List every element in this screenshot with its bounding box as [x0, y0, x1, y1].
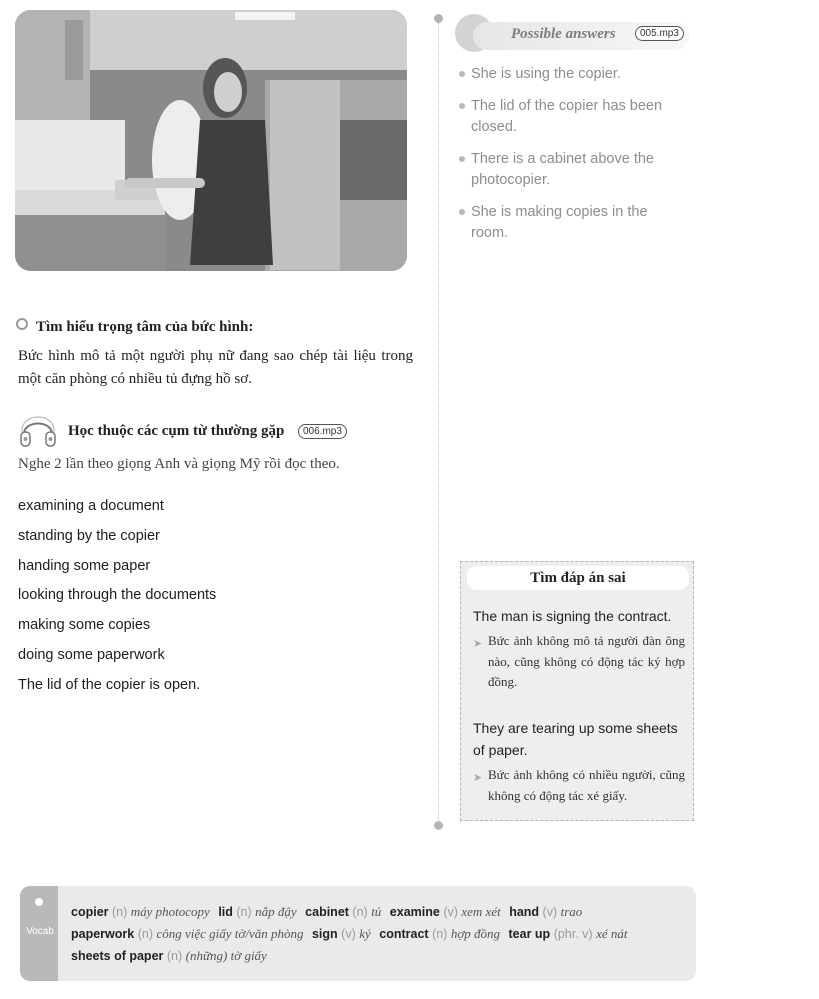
phrase-list [18, 492, 216, 701]
vocab-meaning: công việc giấy tờ/văn phòng [156, 926, 304, 941]
wrong-statement: They are tearing up some sheets of paper. [473, 720, 678, 758]
phrases-header [18, 410, 418, 450]
vocab-pos: (phr. v) [553, 927, 593, 941]
vocab-pos: (n) [137, 927, 153, 941]
vocab-word: sign [311, 927, 338, 941]
vocab-word: examine [389, 905, 440, 919]
vocab-meaning: hợp đồng [450, 926, 501, 941]
vocab-tab [20, 886, 58, 981]
vocab-word: contract [379, 927, 429, 941]
vocab-line [71, 923, 691, 945]
arrow-right-icon: ➤ [473, 638, 483, 650]
dot-icon [35, 898, 43, 906]
phrases-title: Học thuộc các cụm từ thường gặp [68, 423, 285, 439]
wrong-explanation [473, 631, 685, 693]
list-item: She is using the copier. [458, 64, 688, 85]
vocab-meaning: máy photocopy [130, 904, 210, 919]
vocab-meaning: nắp đậy [255, 904, 297, 919]
list-item: The lid of the copier is open. [18, 676, 201, 693]
audio-track-badge[interactable]: 005.mp3 [635, 26, 684, 41]
vocab-pos: (v) [443, 905, 458, 919]
vocab-pos: (n) [236, 905, 252, 919]
wrong-answers-title: Tìm đáp án sai [467, 566, 689, 590]
vocab-word: lid [218, 905, 233, 919]
photo-illustration [15, 10, 407, 271]
vocab-meaning: trao [560, 904, 583, 919]
divider-dot-top [434, 14, 443, 23]
vocab-pos: (v) [341, 927, 356, 941]
focus-description: Bức hình mô tả một người phụ nữ đang sao chép tài liệu trong một căn phòng có nhiều tủ đựng hồ sơ. [18, 348, 413, 387]
vocab-line [71, 945, 691, 967]
vocab-word: copier [71, 905, 109, 919]
vocab-box [20, 886, 696, 981]
focus-heading [16, 318, 253, 336]
vocab-meaning: (những) tờ giấy [185, 948, 267, 963]
vocab-meaning: xem xét [461, 904, 501, 919]
list-item: She is making copies in the room. [458, 202, 688, 244]
list-item: making some copies [18, 617, 151, 634]
office-photo [15, 10, 407, 271]
vocab-word: tear up [508, 927, 551, 941]
ring-bullet-icon [16, 318, 28, 330]
listening-instruction: Nghe 2 lần theo giọng Anh và giọng Mỹ rồi đọc theo. [18, 456, 340, 472]
vocab-meaning: tủ [371, 904, 382, 919]
vocab-meaning: ký [359, 926, 371, 941]
possible-answers-header [455, 14, 695, 54]
vocab-pos: (v) [542, 905, 558, 919]
possible-answers-list [458, 64, 688, 255]
wrong-statement: The man is signing the contract. [473, 608, 672, 624]
divider-dot-bottom [434, 821, 443, 830]
list-item: handing some paper [18, 557, 151, 574]
audio-track-badge[interactable]: 006.mp3 [298, 424, 347, 439]
explanation-text: Bức ảnh không mô tả người đàn ông nào, cũng không có động tác ký hợp đồng. [488, 633, 685, 689]
vocab-line [71, 901, 691, 923]
explanation-text: Bức ảnh không có nhiều người, cũng không có động tác xé giấy. [488, 767, 685, 803]
possible-answers-title: Possible answers [511, 26, 616, 42]
arrow-right-icon: ➤ [473, 772, 483, 784]
vocab-word: paperwork [71, 927, 135, 941]
vocab-pos: (n) [352, 905, 368, 919]
headphones-icon [18, 410, 58, 450]
list-item: The lid of the copier has been closed. [458, 96, 688, 138]
wrong-answers-box [460, 561, 694, 821]
list-item: standing by the copier [18, 527, 160, 544]
vocab-word: hand [509, 905, 540, 919]
vocab-pos: (n) [432, 927, 448, 941]
vocab-lines [71, 901, 691, 967]
vocab-pos: (n) [112, 905, 128, 919]
list-item: doing some paperwork [18, 646, 165, 663]
focus-heading-text: Tìm hiểu trọng tâm của bức hình: [36, 319, 254, 335]
list-item: There is a cabinet above the photocopier. [458, 149, 688, 191]
vocab-label: Vocab [26, 926, 54, 937]
vocab-meaning: xé nát [596, 926, 628, 941]
column-divider [438, 18, 439, 826]
vocab-word: sheets of paper [71, 949, 164, 963]
vocab-pos: (n) [166, 949, 183, 963]
list-item: examining a document [18, 498, 164, 514]
vocab-word: cabinet [305, 905, 349, 919]
list-item: looking through the documents [18, 587, 217, 604]
wrong-explanation [473, 765, 685, 806]
